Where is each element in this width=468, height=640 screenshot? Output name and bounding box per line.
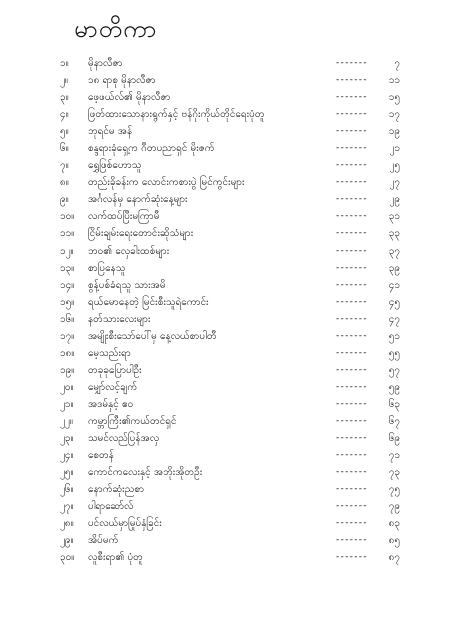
toc-entry-leader: ------- xyxy=(336,433,368,444)
toc-entry xyxy=(60,191,400,208)
toc-entry-number: ၁၇။ xyxy=(60,330,75,342)
toc-entry-leader: ------- xyxy=(336,467,368,478)
toc-entry-number: ၈။ xyxy=(60,177,69,189)
toc-entry-page-number: ၇၅ xyxy=(388,484,400,496)
toc-entry-title: မေ့သည်းရာ xyxy=(88,347,131,359)
toc-entry-leader: ------- xyxy=(336,415,368,426)
toc-entry-page-number: ၃၁ xyxy=(388,211,400,223)
toc-entry-title: ကောင်ကလေးနှင့် အဘိုးအိုတဦး xyxy=(88,467,203,479)
toc-entry xyxy=(60,89,400,106)
toc-entry-leader: ------- xyxy=(336,177,368,188)
toc-entry-page-number: ၈၇ xyxy=(388,552,400,564)
toc-entry-page-number: ၆၃ xyxy=(388,398,400,410)
toc-entry-number: ၃၀။ xyxy=(60,552,75,564)
toc-entry-page-number: ၃၃ xyxy=(388,228,400,240)
toc-entry-number: ၂၈။ xyxy=(60,518,74,530)
toc-entry-number: ၂၆။ xyxy=(60,484,74,496)
toc-entry-leader: ------- xyxy=(336,381,368,392)
toc-entry-leader: ------- xyxy=(336,501,368,512)
toc-entry-leader: ------- xyxy=(336,296,368,307)
toc-entry-page-number: ၁၉ xyxy=(388,126,400,138)
toc-entry-number: ၉။ xyxy=(60,194,69,206)
toc-entry-number: ၇။ xyxy=(60,160,69,172)
toc-entry-leader: ------- xyxy=(336,75,368,86)
toc-entry-page-number: ၁၇ xyxy=(388,109,400,121)
toc-entry-number: ၁၄။ xyxy=(60,279,75,291)
toc-entry-leader: ------- xyxy=(336,347,368,358)
toc-entry-title: ဖေ့ဖယ်လ်၏ မိုနာလီဇာ xyxy=(88,92,171,104)
toc-entry-page-number: ၄၅ xyxy=(388,296,400,308)
toc-entry-leader: ------- xyxy=(336,313,368,324)
toc-entry xyxy=(60,481,400,498)
toc-entry xyxy=(60,447,400,464)
toc-entry-page-number: ၂၇ xyxy=(389,177,400,189)
toc-entry-title: ဘဝ၏ လှေခါးထစ်များ xyxy=(88,245,170,257)
toc-entry xyxy=(60,328,400,345)
toc-entry-page-number: ၁၅ xyxy=(388,92,400,104)
toc-entry-page-number: ၇ xyxy=(394,58,400,69)
toc-entry-leader: ------- xyxy=(336,535,368,546)
toc-entry-leader: ------- xyxy=(336,364,368,375)
toc-entry xyxy=(60,362,400,379)
toc-entry-page-number: ၆၉ xyxy=(388,433,400,445)
toc-entry-title: ဖြတ်ထားသောနားရွက်နှင့် ဗန်ဂိုးကိုယ်တိုင်ရေးပုံတူ xyxy=(88,109,265,121)
toc-entry xyxy=(60,515,400,532)
toc-entry-number: ၄။ xyxy=(60,109,69,121)
toc-entry-title: ကမ္ဘာကြီး၏ကယ်တင်ရှင် xyxy=(88,415,177,427)
toc-entry xyxy=(60,225,400,242)
toc-entry-title: ဘုရင်မ အန် xyxy=(88,126,133,138)
toc-entry-leader: ------- xyxy=(336,211,368,222)
toc-entry-page-number: ၄၁ xyxy=(388,279,400,291)
toc-entry-page-number: ၇၁ xyxy=(388,450,400,462)
toc-entry-title: လက်ထပ်ပြီးမကြာမီ xyxy=(88,211,160,223)
toc-entry-number: ၅။ xyxy=(60,126,69,138)
toc-entry xyxy=(60,413,400,430)
toc-entry xyxy=(60,396,400,413)
toc-entry xyxy=(60,72,400,89)
toc-entry-page-number: ၅၁ xyxy=(388,330,400,342)
toc-entry xyxy=(60,140,400,157)
toc-entry-title: ၁၈ ရာစု မိုနာလီဇာ xyxy=(88,75,156,87)
toc-entry-number: ၂၁။ xyxy=(60,398,74,410)
toc-entry-page-number: ၁၁ xyxy=(388,75,400,87)
toc-entry-leader: ------- xyxy=(336,279,368,290)
toc-entry-title: မျှော်လင့်ချက် xyxy=(88,381,138,393)
toc-entry xyxy=(60,55,400,72)
table-of-contents xyxy=(60,55,400,566)
toc-entry xyxy=(60,532,400,549)
toc-entry-number: ၁၁။ xyxy=(60,228,75,240)
page-title: မာတိကာ xyxy=(74,15,158,43)
toc-entry-title: သမင်လည်ပြန်အလှ xyxy=(88,433,160,445)
toc-entry-number: ၂၉။ xyxy=(60,535,74,547)
toc-entry-title: အဒမ်နှင့် ဧဝ xyxy=(88,398,134,410)
toc-entry-number: ၁၀။ xyxy=(60,211,75,223)
toc-entry xyxy=(60,549,400,566)
toc-entry-leader: ------- xyxy=(336,450,368,461)
toc-entry-leader: ------- xyxy=(336,58,368,68)
toc-entry-page-number: ၂၅ xyxy=(389,160,400,172)
toc-entry-page-number: ၅၅ xyxy=(388,347,400,359)
toc-entry-page-number: ၃၇ xyxy=(388,245,400,257)
toc-entry-number: ၂။ xyxy=(60,75,68,87)
toc-entry-page-number: ၈၃ xyxy=(388,518,400,530)
toc-entry-number: ၁။ xyxy=(60,58,69,69)
toc-entry-title: ပင်လယ်မှာမြုပ်နှံခြင်း xyxy=(88,518,162,530)
toc-entry xyxy=(60,157,400,174)
toc-entry-title: စန္ဒရားခုံရှေ့က ဂီတပညာရှင် မိုးဇက် xyxy=(88,143,215,155)
toc-entry xyxy=(60,208,400,225)
toc-entry-number: ၁၅။ xyxy=(60,296,75,308)
toc-entry-title: ပါရာဆော်လ် xyxy=(88,501,134,513)
toc-entry-number: ၂၅။ xyxy=(60,467,74,479)
toc-entry-number: ၃။ xyxy=(60,92,69,104)
toc-entry-number: ၁၉။ xyxy=(60,364,75,376)
toc-entry-leader: ------- xyxy=(336,143,368,154)
toc-entry-leader: ------- xyxy=(336,398,368,409)
toc-entry-title: စာပြနေသူ xyxy=(88,262,126,274)
toc-entry-page-number: ၈၅ xyxy=(388,535,400,547)
toc-entry-leader: ------- xyxy=(336,330,368,341)
toc-entry-leader: ------- xyxy=(336,92,368,103)
toc-entry-number: ၁၃။ xyxy=(60,262,75,274)
toc-entry-page-number: ၅၉ xyxy=(388,381,400,393)
toc-entry xyxy=(60,379,400,396)
toc-entry-number: ၂၄။ xyxy=(60,450,74,462)
toc-entry xyxy=(60,294,400,311)
toc-entry-title: တခုခုပြောပါဦး xyxy=(88,364,142,376)
toc-entry xyxy=(60,243,400,260)
toc-entry-page-number: ၄၇ xyxy=(388,313,400,325)
toc-entry xyxy=(60,345,400,362)
toc-entry-number: ၂၂။ xyxy=(60,415,73,427)
toc-entry-leader: ------- xyxy=(336,228,368,239)
toc-entry-title: စွန့်ပစ်ခံရသူ သားအမိ xyxy=(88,279,166,291)
toc-entry-leader: ------- xyxy=(336,484,368,495)
toc-entry-title: အင်္ဂလန်မှ နောက်ဆုံးနေ့များ xyxy=(88,194,188,206)
toc-entry xyxy=(60,498,400,515)
toc-entry-title: စေတန် xyxy=(88,450,114,462)
toc-entry-page-number: ၆၇ xyxy=(388,415,400,427)
toc-entry-title: အိပ်မက် xyxy=(88,535,119,547)
toc-entry-page-number: ၅၇ xyxy=(388,364,400,376)
toc-entry-title: နတ်သားလေးများ xyxy=(88,313,151,325)
toc-entry-number: ၂၃။ xyxy=(60,433,74,445)
toc-entry-leader: ------- xyxy=(336,109,368,120)
toc-entry-leader: ------- xyxy=(336,518,368,529)
toc-entry-title: တည်းခိုခန်းက လောင်းကစားပွဲ မြင်ကွင်းများ xyxy=(88,177,245,189)
toc-entry-number: ၆။ xyxy=(60,143,69,155)
toc-entry-title: လူစီးရာ၏ ပုံတူ xyxy=(88,552,143,564)
toc-entry xyxy=(60,174,400,191)
toc-entry-number: ၂၀။ xyxy=(60,381,74,393)
toc-entry xyxy=(60,277,400,294)
toc-entry xyxy=(60,311,400,328)
toc-entry-title: ငြိမ်းချမ်းရေးတောင်းဆိုသံများ xyxy=(88,228,194,240)
toc-entry-title: ရယ်မောနေတဲ့ မြင်းစီးသူရဲကောင်း xyxy=(88,296,209,308)
toc-entry-page-number: ၂၉ xyxy=(389,194,400,206)
toc-entry-page-number: ၃၉ xyxy=(388,262,400,274)
toc-entry-title: ရွှေဖြစ်ဟောသူ xyxy=(88,160,142,172)
toc-entry xyxy=(60,106,400,123)
toc-entry-title: အမျိုးစီးသော်ပေါ်မှ နေ့လယ်စာပါတီ xyxy=(88,330,217,342)
toc-entry-number: ၁၂။ xyxy=(60,245,74,257)
toc-entry-title: နောက်ဆုံးညစာ xyxy=(88,484,145,496)
toc-entry-page-number: ၂၁ xyxy=(389,143,400,155)
toc-entry-number: ၁၈။ xyxy=(60,347,75,359)
toc-entry-leader: ------- xyxy=(336,194,368,205)
toc-entry-leader: ------- xyxy=(336,126,368,137)
toc-entry-page-number: ၇၃ xyxy=(388,467,400,479)
toc-entry xyxy=(60,430,400,447)
toc-entry-title: မိုနာလီဇာ xyxy=(88,58,123,69)
toc-entry xyxy=(60,123,400,140)
toc-entry-page-number: ၇၉ xyxy=(388,501,400,513)
toc-entry-leader: ------- xyxy=(336,245,368,256)
toc-entry-leader: ------- xyxy=(336,262,368,273)
toc-entry-number: ၁၆။ xyxy=(60,313,75,325)
toc-entry-leader: ------- xyxy=(336,160,368,171)
toc-entry xyxy=(60,464,400,481)
toc-entry xyxy=(60,260,400,277)
toc-entry-number: ၂၇။ xyxy=(60,501,74,513)
toc-entry-leader: ------- xyxy=(336,552,368,563)
